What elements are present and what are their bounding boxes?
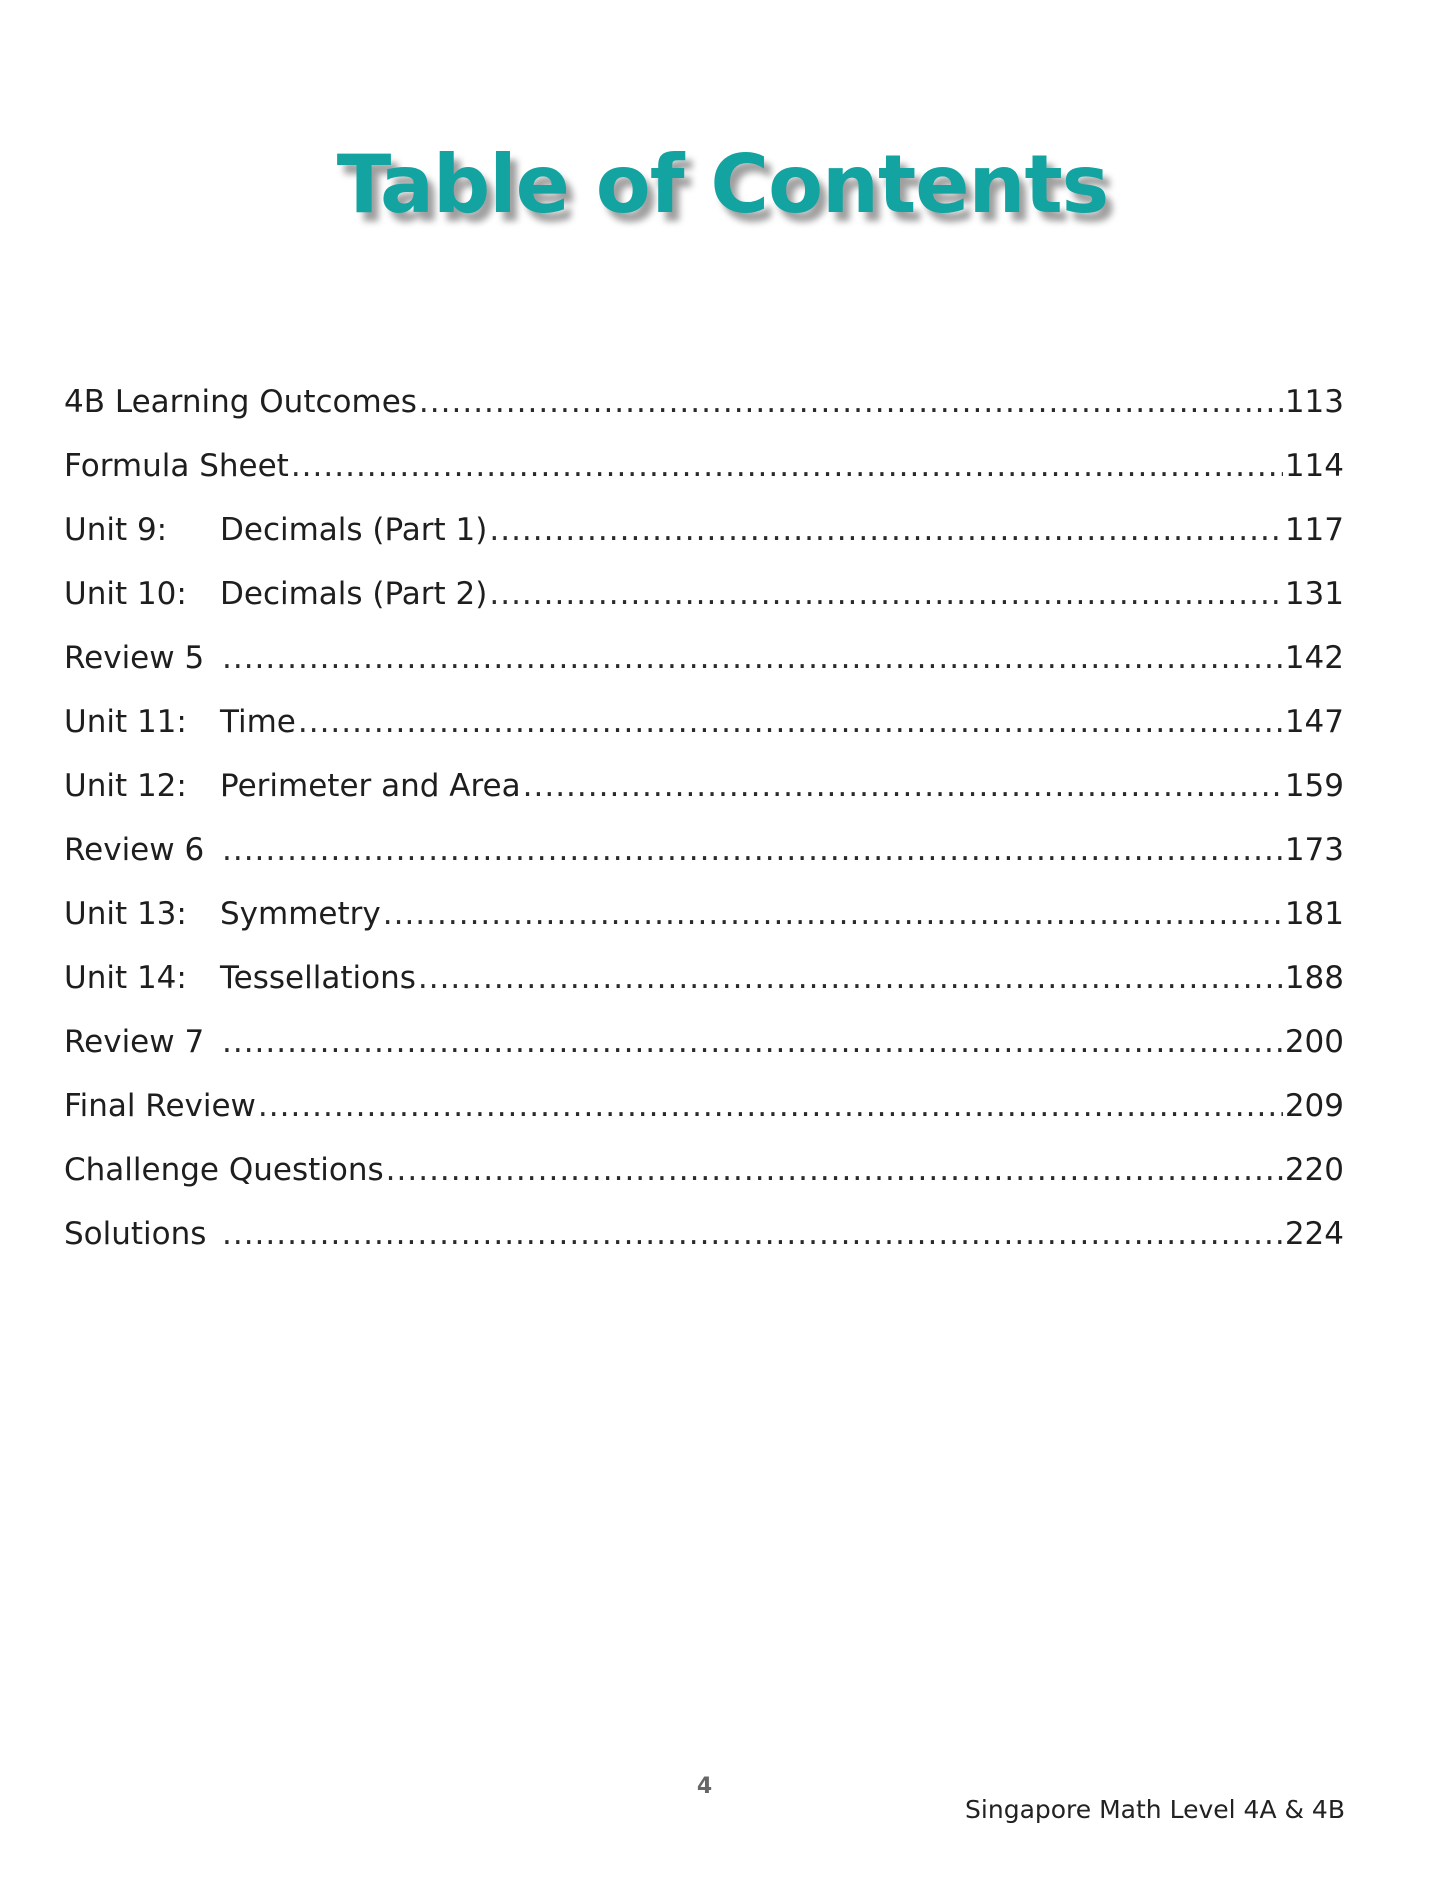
toc-entry-label: Unit 14: xyxy=(64,960,187,996)
toc-entry-page: 173 xyxy=(1284,832,1344,868)
toc-entry[interactable] xyxy=(64,754,1344,818)
toc-entry-page: 147 xyxy=(1284,704,1344,740)
toc-entry[interactable] xyxy=(64,434,1344,498)
toc-entry-name: Symmetry xyxy=(220,896,381,932)
toc-entry-page: 200 xyxy=(1284,1024,1344,1060)
dot-leader xyxy=(383,882,1283,946)
toc-entry-page: 181 xyxy=(1284,896,1344,932)
dot-leader xyxy=(222,1202,1283,1266)
toc-entry-page: 224 xyxy=(1284,1216,1344,1252)
toc-entry[interactable] xyxy=(64,946,1344,1010)
toc-entry-label: Review 6 xyxy=(64,832,205,868)
dot-leader xyxy=(419,370,1283,434)
toc-entry-page: 117 xyxy=(1284,512,1344,548)
toc-entry-label: Unit 10: xyxy=(64,576,187,612)
toc-entry-label: Unit 9: xyxy=(64,512,168,548)
dot-leader xyxy=(386,1138,1283,1202)
toc-entry[interactable] xyxy=(64,1074,1344,1138)
toc-entry-page: 209 xyxy=(1284,1088,1344,1124)
dot-leader xyxy=(222,818,1283,882)
toc-entry-page: 131 xyxy=(1284,576,1344,612)
toc-entry[interactable] xyxy=(64,562,1344,626)
toc-entry-name: Decimals (Part 1) xyxy=(220,512,488,548)
dot-leader xyxy=(523,754,1283,818)
toc-entry-label: Final Review xyxy=(64,1088,256,1124)
dot-leader xyxy=(222,626,1283,690)
footer-book-title: Singapore Math Level 4A & 4B xyxy=(965,1795,1345,1824)
toc-entry[interactable] xyxy=(64,370,1344,434)
toc-entry-label: Review 7 xyxy=(64,1024,205,1060)
toc-entry-page: 142 xyxy=(1284,640,1344,676)
toc-entry[interactable] xyxy=(64,626,1344,690)
toc-entry-label: Solutions xyxy=(64,1216,207,1252)
toc-entry-label: 4B Learning Outcomes xyxy=(64,384,417,420)
table-of-contents xyxy=(64,370,1344,1266)
toc-entry-page: 159 xyxy=(1284,768,1344,804)
toc-entry[interactable] xyxy=(64,1010,1344,1074)
toc-entry-label: Unit 13: xyxy=(64,896,187,932)
toc-entry-page: 114 xyxy=(1284,448,1344,484)
toc-entry-page: 113 xyxy=(1284,384,1344,420)
toc-entry[interactable] xyxy=(64,498,1344,562)
dot-leader xyxy=(258,1074,1283,1138)
dot-leader xyxy=(489,498,1282,562)
toc-entry-label: Challenge Questions xyxy=(64,1152,384,1188)
toc-entry-label: Formula Sheet xyxy=(64,448,289,484)
dot-leader xyxy=(291,434,1283,498)
page-title: Table of Contents xyxy=(336,138,1109,231)
dot-leader xyxy=(489,562,1282,626)
toc-entry-label: Unit 11: xyxy=(64,704,187,740)
toc-entry-name: Time xyxy=(220,704,296,740)
toc-entry-name: Decimals (Part 2) xyxy=(220,576,488,612)
toc-entry-page: 220 xyxy=(1284,1152,1344,1188)
dot-leader xyxy=(222,1010,1283,1074)
toc-entry[interactable] xyxy=(64,882,1344,946)
toc-entry[interactable] xyxy=(64,1138,1344,1202)
dot-leader xyxy=(298,690,1283,754)
toc-entry-label: Review 5 xyxy=(64,640,205,676)
toc-entry[interactable] xyxy=(64,818,1344,882)
toc-entry[interactable] xyxy=(64,690,1344,754)
toc-entry-page: 188 xyxy=(1284,960,1344,996)
toc-entry-name: Perimeter and Area xyxy=(220,768,521,804)
dot-leader xyxy=(418,946,1283,1010)
toc-entry-label: Unit 12: xyxy=(64,768,187,804)
toc-entry[interactable] xyxy=(64,1202,1344,1266)
page-number: 4 xyxy=(696,1774,713,1799)
toc-entry-name: Tessellations xyxy=(220,960,416,996)
